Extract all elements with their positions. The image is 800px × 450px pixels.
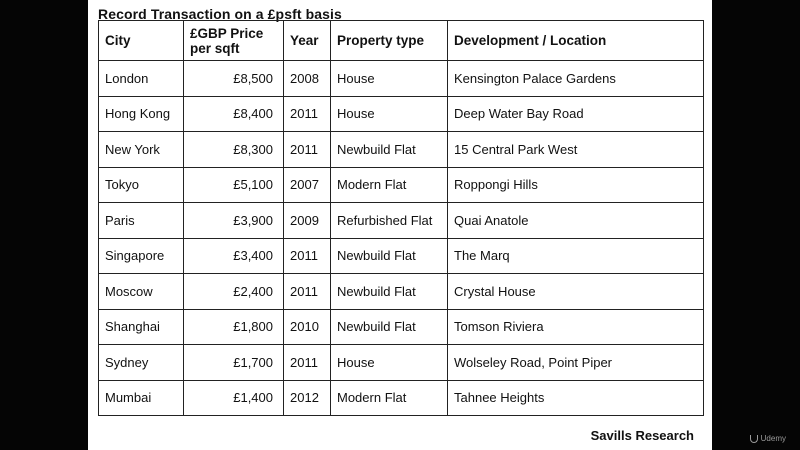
cell-city: Singapore [99,238,184,274]
table-header-row [99,21,704,61]
cell-city: Paris [99,203,184,239]
cell-development: Quai Anatole [448,203,704,239]
cell-property-type: House [331,96,448,132]
cell-property-type: Newbuild Flat [331,274,448,310]
table-row [99,132,704,168]
table-row [99,96,704,132]
cell-development: Crystal House [448,274,704,310]
cell-property-type: Refurbished Flat [331,203,448,239]
table-row [99,380,704,416]
cell-property-type: House [331,345,448,381]
header-price: £GBP Price per sqft [184,21,284,61]
table-row [99,238,704,274]
cell-year: 2008 [284,61,331,97]
document-page [88,0,712,450]
watermark-text: Udemy [760,434,786,443]
cell-city: Tokyo [99,167,184,203]
header-property-type: Property type [331,21,448,61]
watermark [750,434,786,443]
cell-property-type: Newbuild Flat [331,238,448,274]
cell-development: Wolseley Road, Point Piper [448,345,704,381]
cell-city: London [99,61,184,97]
table-row [99,309,704,345]
cell-property-type: House [331,61,448,97]
header-development: Development / Location [448,21,704,61]
cell-property-type: Modern Flat [331,380,448,416]
table-row [99,167,704,203]
cell-city: New York [99,132,184,168]
table-body [99,61,704,416]
cell-price: £2,400 [184,274,284,310]
cell-price: £5,100 [184,167,284,203]
cell-price: £1,700 [184,345,284,381]
cell-city: Hong Kong [99,96,184,132]
cell-property-type: Modern Flat [331,167,448,203]
cell-development: Tomson Riviera [448,309,704,345]
cell-city: Shanghai [99,309,184,345]
cell-development: Kensington Palace Gardens [448,61,704,97]
cell-development: 15 Central Park West [448,132,704,168]
cell-price: £8,400 [184,96,284,132]
table-row [99,345,704,381]
table-row [99,61,704,97]
header-year: Year [284,21,331,61]
cell-development: The Marq [448,238,704,274]
cell-year: 2011 [284,96,331,132]
udemy-logo-icon [750,435,758,443]
cell-year: 2011 [284,132,331,168]
cell-development: Deep Water Bay Road [448,96,704,132]
cell-city: Mumbai [99,380,184,416]
cell-year: 2009 [284,203,331,239]
cell-price: £1,400 [184,380,284,416]
header-city: City [99,21,184,61]
cell-year: 2011 [284,274,331,310]
cell-city: Sydney [99,345,184,381]
cell-development: Tahnee Heights [448,380,704,416]
cell-price: £8,300 [184,132,284,168]
table-title: Record Transaction on a £psft basis [98,6,342,22]
table-row [99,203,704,239]
cell-city: Moscow [99,274,184,310]
cell-year: 2011 [284,345,331,381]
cell-development: Roppongi Hills [448,167,704,203]
cell-property-type: Newbuild Flat [331,309,448,345]
cell-year: 2007 [284,167,331,203]
source-credit: Savills Research [590,428,694,443]
transactions-table [98,20,704,416]
cell-price: £1,800 [184,309,284,345]
cell-year: 2010 [284,309,331,345]
cell-price: £3,900 [184,203,284,239]
cell-year: 2011 [284,238,331,274]
cell-price: £8,500 [184,61,284,97]
cell-year: 2012 [284,380,331,416]
cell-property-type: Newbuild Flat [331,132,448,168]
table-row [99,274,704,310]
cell-price: £3,400 [184,238,284,274]
